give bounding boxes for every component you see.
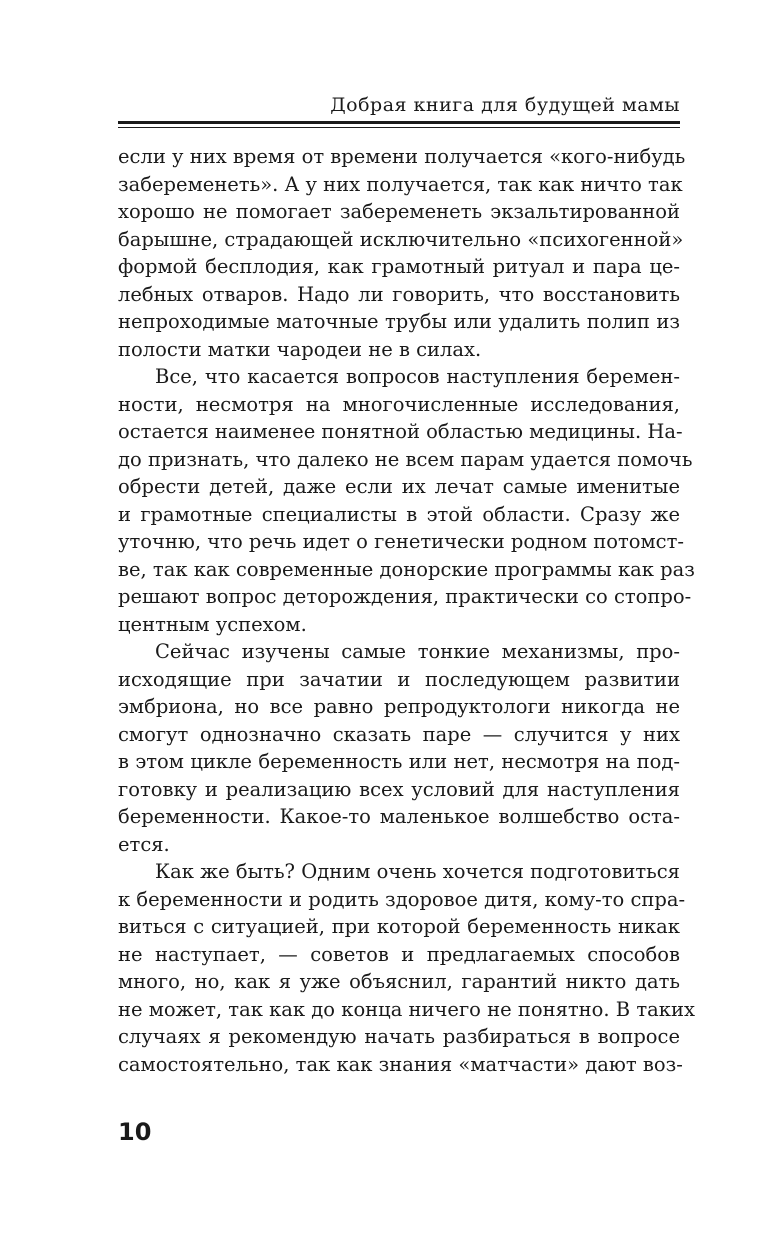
text-line: лебных отваров. Надо ли говорить, что восстановить — [118, 282, 680, 306]
text-line: не может, так как до конца ничего не понятно. В таких — [118, 997, 695, 1021]
text-line: в этом цикле беременность или нет, несмотря на под- — [118, 750, 680, 773]
text-line: формой бесплодия, как грамотный ритуал и пара це- — [118, 255, 680, 278]
text-line: если у них время от времени получается «кого-нибудь — [118, 145, 686, 168]
text-line: Все, что касается вопросов наступления беремен- — [155, 365, 680, 388]
text-line: решают вопрос деторождения, практически со стопро- — [118, 585, 692, 608]
text-line: центным успехом. — [118, 612, 307, 636]
text-line: до признать, что далеко не всем парам удается помочь — [118, 447, 693, 471]
text-line: Как же быть? Одним очень хочется подготовиться — [155, 860, 680, 883]
text-line: много, но, как я уже объяснил, гарантий никто дать — [118, 970, 680, 993]
header-rule-thick — [118, 121, 680, 124]
text-line: полости матки чародеи не в силах. — [118, 337, 482, 361]
text-line: готовку и реализацию всех условий для наступления — [118, 777, 680, 801]
text-line: ется. — [118, 832, 170, 856]
text-line: самостоятельно, так как знания «матчасти» дают воз- — [118, 1052, 683, 1076]
paragraph — [118, 638, 680, 858]
text-line: уточню, что речь идет о генетически родном потомст- — [118, 530, 684, 553]
paragraph — [118, 363, 695, 638]
body-text — [118, 143, 695, 1078]
text-line: исходящие при зачатии и последующем развитии — [118, 667, 680, 691]
paragraph — [118, 858, 695, 1078]
text-line: ности, несмотря на многочисленные исследования, — [118, 392, 680, 416]
text-line: эмбриона, но все равно репродуктологи никогда не — [118, 695, 680, 718]
text-line: не наступает, — советов и предлагаемых способов — [118, 942, 680, 966]
page-number: 10 — [118, 1118, 152, 1146]
text-line: Сейчас изучены самые тонкие механизмы, про- — [155, 640, 680, 663]
text-line: ве, так как современные донорские программы как раз — [118, 557, 695, 581]
text-line: случаях я рекомендую начать разбираться в вопросе — [118, 1025, 680, 1048]
text-line: к беременности и родить здоровое дитя, кому-то спра- — [118, 887, 686, 911]
text-line: остается наименее понятной областью медицины. На- — [118, 420, 683, 443]
text-line: беременности. Какое-то маленькое волшебство оста- — [118, 805, 680, 828]
text-line: обрести детей, даже если их лечат самые именитые — [118, 475, 680, 498]
text-line: хорошо не помогает забеременеть экзальтированной — [118, 200, 680, 223]
text-line: смогут однозначно сказать паре — случится у них — [118, 722, 680, 746]
paragraph — [118, 143, 686, 363]
text-line: виться с ситуацией, при которой беременность никак — [118, 915, 680, 938]
text-line: непроходимые маточные трубы или удалить полип из — [118, 310, 680, 333]
text-line: и грамотные специалисты в этой области. Сразу же — [118, 502, 680, 526]
text-line: забеременеть». А у них получается, так как ничто так — [118, 172, 683, 196]
header-rule-thin — [118, 127, 680, 128]
text-line: барышне, страдающей исключительно «психогенной» — [118, 227, 684, 251]
running-head: Добрая книга для будущей мамы — [330, 94, 680, 116]
